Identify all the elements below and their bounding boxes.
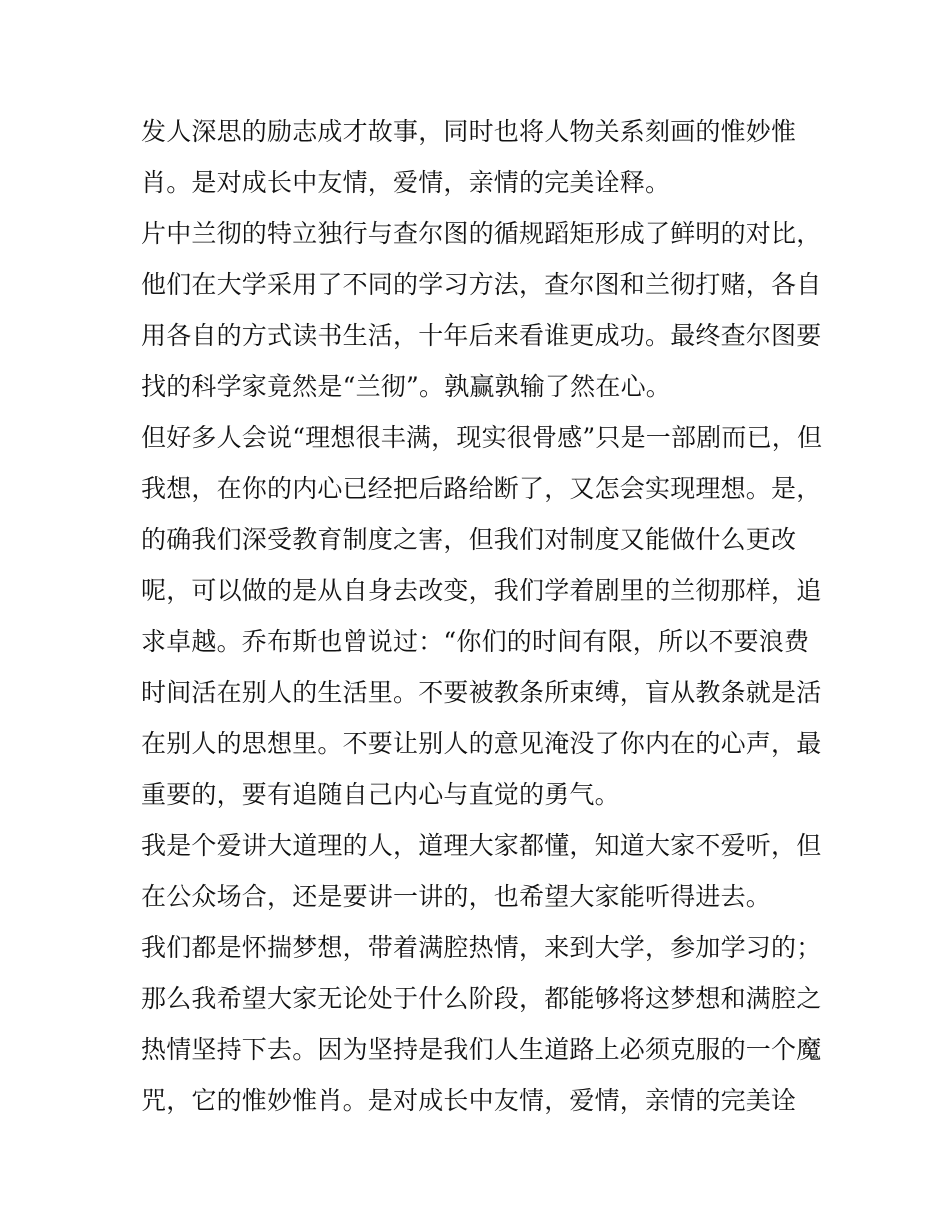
text-line: 我想，在你的内心已经把后路给断了，又怎会实现理想。是， xyxy=(141,474,822,503)
text-line: 呢，可以做的是从自身去改变，我们学着剧里的兰彻那样，追 xyxy=(141,576,822,605)
text-line: 我们都是怀揣梦想，带着满腔热情，来到大学，参加学习的； xyxy=(141,933,822,962)
text-line: 找的科学家竟然是“兰彻”。孰赢孰输了然在心。 xyxy=(141,372,671,401)
text-line: 重要的，要有追随自己内心与直觉的勇气。 xyxy=(141,780,620,809)
text-line: 我是个爱讲大道理的人，道理大家都懂，知道大家不爱听，但 xyxy=(141,831,822,860)
text-line: 但好多人会说“理想很丰满，现实很骨感”只是一部剧而已，但 xyxy=(141,423,823,452)
text-line: 在别人的思想里。不要让别人的意见淹没了你内在的心声，最 xyxy=(141,729,822,758)
text-line: 求卓越。乔布斯也曾说过：“你们的时间有限，所以不要浪费 xyxy=(141,627,810,656)
text-line: 时间活在别人的生活里。不要被教条所束缚，盲从教条就是活 xyxy=(141,678,822,707)
text-line: 片中兰彻的特立独行与查尔图的循规蹈矩形成了鲜明的对比， xyxy=(141,219,822,248)
text-line: 咒，它的惟妙惟肖。是对成长中友情，爱情，亲情的完美诠 xyxy=(141,1086,797,1115)
text-line: 热情坚持下去。因为坚持是我们人生道路上必须克服的一个魔 xyxy=(141,1035,822,1064)
text-line: 他们在大学采用了不同的学习方法，查尔图和兰彻打赌，各自 xyxy=(141,270,822,299)
text-line: 发人深思的励志成才故事，同时也将人物关系刻画的惟妙惟 xyxy=(141,117,797,146)
text-line: 在公众场合，还是要讲一讲的，也希望大家能听得进去。 xyxy=(141,882,772,911)
text-line: 那么我希望大家无论处于什么阶段，都能够将这梦想和满腔之 xyxy=(141,984,822,1013)
text-line: 用各自的方式读书生活，十年后来看谁更成功。最终查尔图要 xyxy=(141,321,822,350)
text-line: 肖。是对成长中友情，爱情，亲情的完美诠释。 xyxy=(141,168,671,197)
text-line: 的确我们深受教育制度之害，但我们对制度又能做什么更改 xyxy=(141,525,797,554)
document-body xyxy=(141,106,821,1126)
